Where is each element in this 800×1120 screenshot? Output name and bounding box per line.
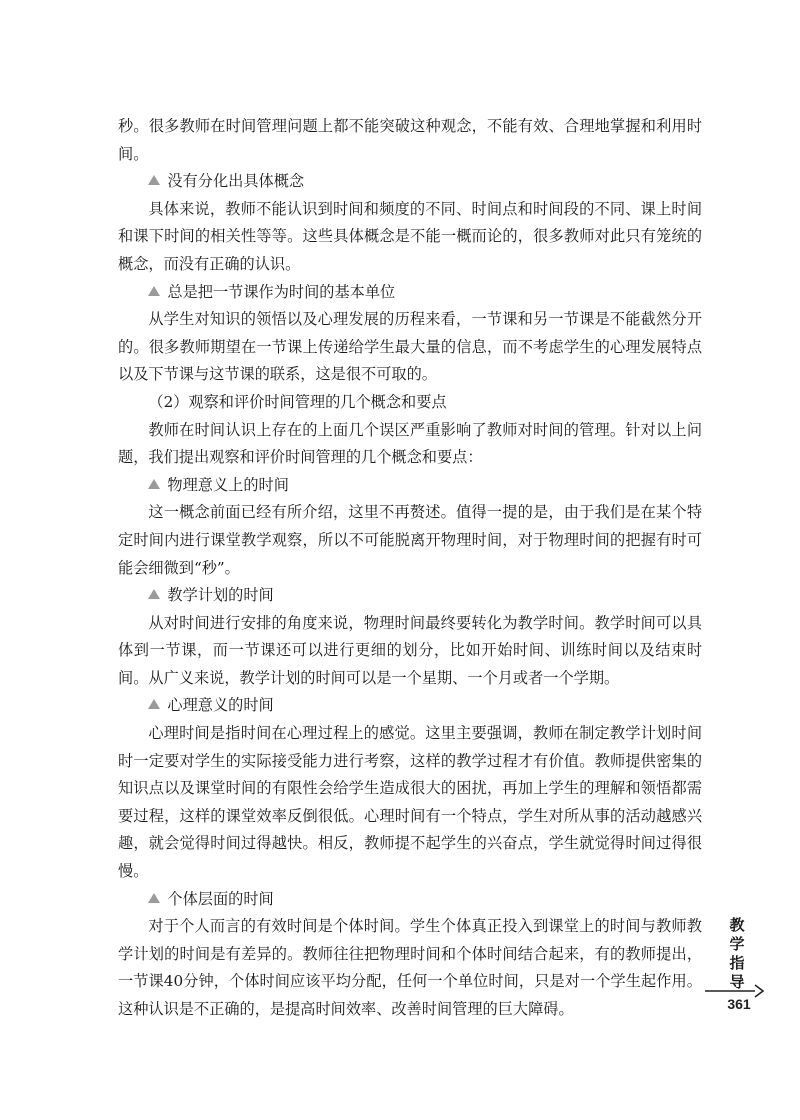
section-heading: 个体层面的时间 bbox=[118, 886, 702, 914]
triangle-bullet-icon bbox=[148, 699, 160, 709]
paragraph: 这一概念前面已经有所介绍，这里不再赘述。值得一提的是，由于我们是在某个特定时间内进行课堂教学观察，所以不可能脱离开物理时间，对于物理时间的把握有时可能会细微到“秒”。 bbox=[118, 503, 702, 577]
paragraph: 具体来说，教师不能认识到时间和频度的不同、时间点和时间段的不同、课上时间和课下时间的相关性等等。这些具体概念是不能一概而论的，很多教师对此只有笼统的概念，而没有正确的认识。 bbox=[118, 199, 702, 273]
section-heading: 没有分化出具体概念 bbox=[118, 168, 702, 196]
section-heading: 心理意义的时间 bbox=[118, 692, 702, 720]
section-heading: 物理意义上的时间 bbox=[118, 472, 702, 500]
triangle-bullet-icon bbox=[148, 175, 160, 185]
section-heading: 总是把一节课作为时间的基本单位 bbox=[118, 279, 702, 307]
paragraph: 心理时间是指时间在心理过程上的感觉。这里主要强调，教师在制定教学计划时间时一定要对学生的实际接受能力进行考察，这样的教学过程才有价值。教师提供密集的知识点以及课堂时间的有限性会给学生造成很大的困扰，再加上学生的理解和领悟都需要过程，这样的课堂效率反倒很低。心理时间有一个特点，学生对所从事的活动越感兴趣，就会觉得时间过得越快。相反，教师提不起学生的兴奋点，学生就觉得时间过得很慢。 bbox=[118, 724, 702, 881]
paragraph: 秒。很多教师在时间管理问题上都不能突破这种观念，不能有效、合理地掌握和利用时间。 bbox=[118, 117, 702, 163]
page-body bbox=[118, 113, 702, 1024]
section-side-label: 教 学 指 导 bbox=[729, 916, 745, 991]
paragraph: 从对时间进行安排的角度来说，物理时间最终要转化为教学时间。教学时间可以具体到一节课，而一节课还可以进行更细的划分，比如开始时间、训练时间以及结束时间。从广义来说，教学计划的时间可以是一个星期、一个月或者一个学期。 bbox=[118, 613, 702, 687]
section-heading: 教学计划的时间 bbox=[118, 582, 702, 610]
triangle-bullet-icon bbox=[148, 479, 160, 489]
numbered-heading: （2）观察和评价时间管理的几个概念和要点 bbox=[148, 392, 447, 411]
triangle-bullet-icon bbox=[148, 286, 160, 296]
page-number: 361 bbox=[727, 996, 751, 1012]
paragraph: 对于个人而言的有效时间是个体时间。学生个体真正投入到课堂上的时间与教师教学计划的时间是有差异的。教师往往把物理时间和个体时间结合起来，有的教师提出，一节课40分钟，个体时间应该平均分配，任何一个单位时间，只是对一个学生起作用。这种认识是不正确的，是提高时间效率、改善时间管理的巨大障碍。 bbox=[118, 917, 702, 1018]
triangle-bullet-icon bbox=[148, 893, 160, 903]
triangle-bullet-icon bbox=[148, 589, 160, 599]
paragraph: 从学生对知识的领悟以及心理发展的历程来看，一节课和另一节课是不能截然分开的。很多教师期望在一节课上传递给学生最大量的信息，而不考虑学生的心理发展特点以及下节课与这节课的联系，这是很不可取的。 bbox=[118, 310, 702, 384]
paragraph: 教师在时间认识上存在的上面几个误区严重影响了教师对时间的管理。针对以上问题，我们提出观察和评价时间管理的几个概念和要点： bbox=[118, 420, 702, 467]
